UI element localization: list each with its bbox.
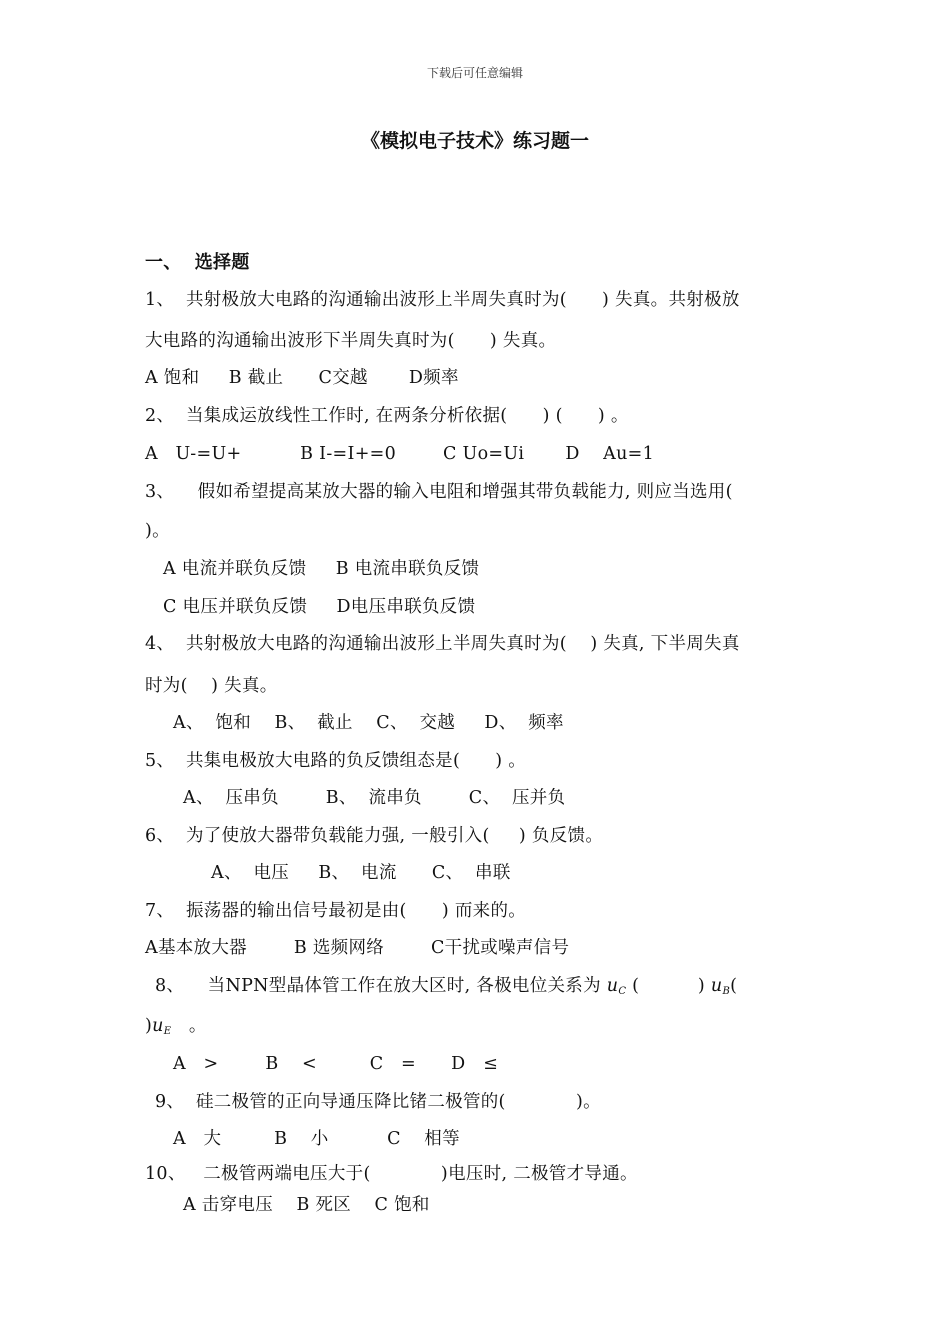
question-8-u-e-symbol: u bbox=[152, 1016, 164, 1036]
question-2-options: A U-=U+ B I-=I+=0 C Uo=Ui D Au=1 bbox=[145, 444, 655, 464]
question-2-text: 2、 当集成运放线性工作时, 在两条分析依据( ) ( ) 。 bbox=[145, 406, 629, 426]
question-8-subscript-c: C bbox=[618, 986, 627, 997]
question-9-options: A 大 B 小 C 相等 bbox=[173, 1129, 460, 1149]
question-5-options: A、 压串负 B、 流串负 C、 压并负 bbox=[183, 788, 566, 808]
question-8-line-1 bbox=[155, 975, 737, 1003]
question-8-tail: ( bbox=[730, 976, 738, 996]
header-note: 下载后可任意编辑 bbox=[426, 66, 523, 80]
question-8-line-2-open: ) bbox=[145, 1016, 153, 1036]
question-3-line-2: )。 bbox=[145, 521, 170, 541]
question-8-line-2-end: 。 bbox=[171, 1016, 207, 1036]
question-7-text: 7、 振荡器的输出信号最初是由( ) 而来的。 bbox=[145, 901, 527, 921]
question-8-subscript-e: E bbox=[163, 1026, 172, 1037]
question-10-text: 10、 二极管两端电压大于( )电压时, 二极管才导通。 bbox=[145, 1164, 638, 1184]
question-8-u-c-symbol: u bbox=[606, 976, 619, 996]
question-4-options: A、 饱和 B、 截止 C、 交越 D、 频率 bbox=[173, 713, 564, 733]
question-8-line-2 bbox=[145, 1015, 207, 1043]
question-1-line-2: 大电路的沟通输出波形下半周失真时为( ) 失真。 bbox=[145, 331, 557, 351]
question-1-options: A 饱和 B 截止 C交越 D频率 bbox=[145, 368, 459, 388]
question-7-options: A基本放大器 B 选频网络 C干扰或噪声信号 bbox=[145, 938, 570, 958]
question-8-subscript-b: B bbox=[722, 986, 731, 997]
section-heading: 一、 选择题 bbox=[145, 252, 250, 273]
question-10-options: A 击穿电压 B 死区 C 饱和 bbox=[183, 1195, 430, 1215]
question-8-u-b-symbol: u bbox=[710, 976, 723, 996]
question-3-line-1: 3、 假如希望提高某放大器的输入电阻和增强其带负载能力, 则应当选用( bbox=[145, 482, 733, 502]
page-title: 《模拟电子技术》练习题一 bbox=[360, 130, 589, 152]
question-6-text: 6、 为了使放大器带负载能力强, 一般引入( ) 负反馈。 bbox=[145, 826, 604, 846]
question-9-text: 9、 硅二极管的正向导通压降比锗二极管的( )。 bbox=[155, 1092, 601, 1112]
question-1-line-1: 1、 共射极放大电路的沟通输出波形上半周失真时为( ) 失真。共射极放 bbox=[145, 290, 740, 310]
question-8-blank: ( ) bbox=[626, 976, 711, 996]
question-8-options: A > B < C = D ≤ bbox=[173, 1054, 499, 1074]
question-4-line-2: 时为( ) 失真。 bbox=[145, 676, 278, 696]
question-5-text: 5、 共集电极放大电路的负反馈组态是( ) 。 bbox=[145, 751, 527, 771]
question-4-line-1: 4、 共射极放大电路的沟通输出波形上半周失真时为( ) 失真, 下半周失真 bbox=[145, 634, 740, 654]
question-6-options: A、 电压 B、 电流 C、 串联 bbox=[211, 863, 511, 883]
question-3-options-row-1: A 电流并联负反馈 B 电流串联负反馈 bbox=[163, 559, 480, 579]
question-3-options-row-2: C 电压并联负反馈 D电压串联负反馈 bbox=[163, 597, 476, 617]
question-8-lead: 8、 当NPN型晶体管工作在放大区时, 各极电位关系为 bbox=[155, 976, 607, 996]
